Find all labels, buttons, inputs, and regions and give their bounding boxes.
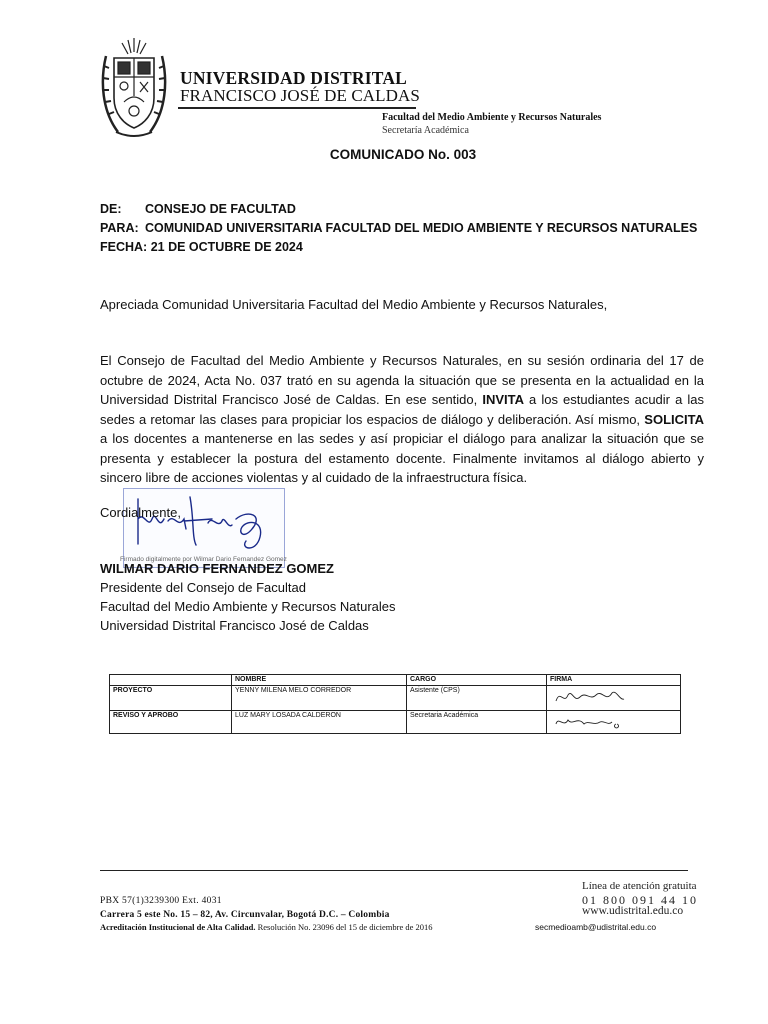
table-row [110,686,681,711]
university-seal-logo [98,36,170,140]
signer-name: WILMAR DARIO FERNANDEZ GOMEZ [100,561,334,576]
row-role: Secretaria Académica [407,711,547,734]
accreditation-bold: Acreditación Institucional de Alta Calidad. [100,922,256,932]
table-header-cell [110,675,232,686]
body-text-2: a los estudiantes acudir a las sedes a retomar las clases para propiciar los espacios de diálogo y deliberación. Así mismo, [100,392,704,427]
helpline-number: 01 800 091 44 10 [582,893,698,907]
row-label: PROYECTO [110,686,232,711]
signature-scribble [550,687,630,707]
from-value: CONSEJO DE FACULTAD [145,202,296,216]
body-text-3: a los docentes a mantenerse en las sedes y así propiciar el diálogo para analizar la situación que se presenta y establecer la postura del estamento docente. Finalmente invitamos al diálogo abierto y sincero libre de acciones violentas y al cuidado de la infraestructura física. [100,431,704,485]
body-text-1: El Consejo de Facultad del Medio Ambiente y Recursos Naturales, en su sesión ordinaria del 17 de octubre de 2024, Acta No. 037 trató en su agenda la situación que se presenta en la actualidad en la Universidad Distrital Francisco José de Caldas. En ese sentido, [100,353,704,407]
digital-signature-note: Firmado digitalmente por Wilmar Dario Fernandez Gomez [120,556,287,563]
email-link[interactable]: secmedioamb@udistrital.edu.co [535,922,657,932]
closing: Cordialmente, [100,505,181,520]
date-value: 21 DE OCTUBRE DE 2024 [150,240,303,254]
header-rule [178,107,416,109]
helpline-label: Línea de atención gratuita [582,880,697,892]
footer-rule [100,870,688,871]
website-link[interactable]: www.udistrital.edu.co [582,905,684,917]
footer-phone: PBX 57(1)3239300 Ext. 4031 [100,896,222,906]
to-value: COMUNIDAD UNIVERSITARIA FACULTAD DEL MEDIO AMBIENTE Y RECURSOS NATURALES [145,221,698,235]
from-label: DE: [100,202,122,216]
university-subtitle: FRANCISCO JOSÉ DE CALDAS [180,86,420,105]
date-label: FECHA: [100,240,148,254]
signer-faculty: Facultad del Medio Ambiente y Recursos Naturales [100,599,396,614]
footer-accreditation [100,922,433,932]
row-label: REVISO Y APROBO [110,711,232,734]
footer-address: Carrera 5 este No. 15 – 82, Av. Circunvalar, Bogotá D.C. – Colombia [100,910,390,920]
university-name: UNIVERSIDAD DISTRITAL [180,68,408,88]
row-signature [547,711,681,734]
row-name: YENNY MILENA MELO CORREDOR [232,686,407,711]
document-title: COMUNICADO No. 003 [329,147,477,162]
row-signature [547,686,681,711]
approval-table [109,674,681,734]
table-header-row [110,675,681,686]
office-name: Secretaría Académica [382,125,469,136]
to-label: PARA: [100,221,139,235]
row-name: LUZ MARY LOSADA CALDERON [232,711,407,734]
keyword-solicita: SOLICITA [644,411,704,427]
faculty-name: Facultad del Medio Ambiente y Recursos Naturales [382,112,602,123]
table-header-cell: FIRMA [547,675,681,686]
body-paragraph [100,351,704,488]
accreditation-rest: Resolución No. 23096 del 15 de diciembre de 2016 [255,922,433,932]
signer-role: Presidente del Consejo de Facultad [100,580,306,595]
greeting: Apreciada Comunidad Universitaria Facultad del Medio Ambiente y Recursos Naturales, [100,297,608,312]
table-header-cell: NOMBRE [232,675,407,686]
keyword-invita: INVITA [482,392,524,407]
table-row [110,711,681,734]
row-role: Asistente (CPS) [407,686,547,711]
signature-scribble [550,712,630,730]
signer-university: Universidad Distrital Francisco José de Caldas [100,618,369,633]
table-header-cell: CARGO [407,675,547,686]
meta-from [100,202,296,216]
meta-to [100,221,697,235]
meta-date [100,240,303,254]
